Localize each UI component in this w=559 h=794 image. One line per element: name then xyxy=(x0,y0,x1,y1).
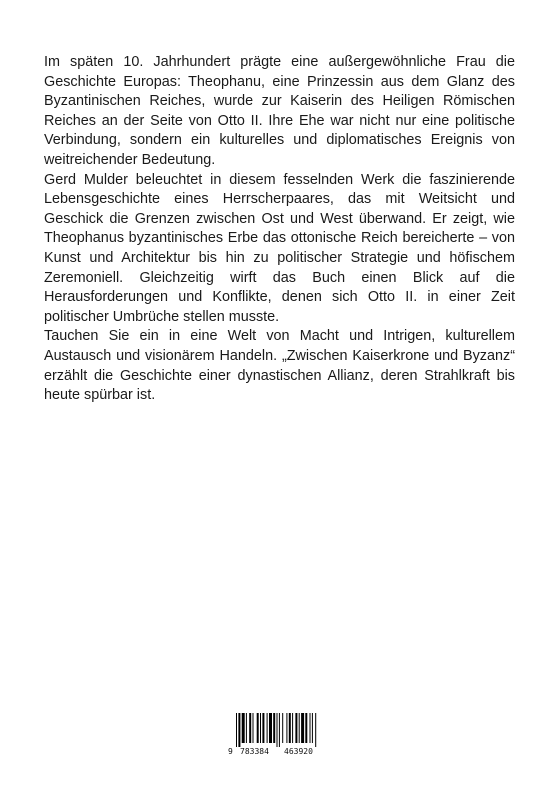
book-blurb xyxy=(44,53,515,406)
barcode-bar xyxy=(299,713,300,743)
isbn-left-group: 783384 xyxy=(240,747,269,756)
isbn-digits xyxy=(228,746,332,758)
barcode-bars xyxy=(236,713,328,747)
barcode-bar xyxy=(277,713,278,747)
barcode-bar xyxy=(249,713,251,743)
barcode-bar xyxy=(295,713,297,743)
barcode-bar xyxy=(289,713,291,743)
barcode-bar xyxy=(315,713,316,747)
barcode-bar xyxy=(238,713,240,747)
barcode-bar xyxy=(267,713,268,743)
barcode-bar xyxy=(282,713,283,743)
barcode-bar xyxy=(286,713,287,743)
isbn-lead-digit: 9 xyxy=(228,747,233,756)
barcode-bar xyxy=(273,713,275,743)
blurb-paragraph-intro: Im späten 10. Jahrhundert prägte eine außergewöhnliche Frau die Geschichte Europas: Theophanu, eine Prinzessin aus dem Glanz des Byzantinischen Reiches, wurde zur Kaiserin des Heiligen Römischen Reiches an der Seite von Otto II. Ihre Ehe war nicht nur eine politische Verbindung, sondern ein kulturelles und diplomatisches Ereignis von weitreichender Bedeutung. xyxy=(44,54,515,168)
barcode-bar xyxy=(312,713,313,743)
barcode-bar xyxy=(246,713,247,743)
barcode-bar xyxy=(310,713,311,743)
blurb-paragraph-closing: Tauchen Sie ein in eine Welt von Macht und Intrigen, kulturellem Austausch und visionärem Handeln. „Zwischen Kaiserkrone und Byzanz“ erzählt die Geschichte einer dynastischen Allianz, deren Strahlkraft bis heute spürbar ist. xyxy=(44,328,515,404)
barcode-bar xyxy=(292,713,293,743)
barcode-bar xyxy=(236,713,237,747)
barcode-bar xyxy=(262,713,264,743)
barcode-bar xyxy=(305,713,307,743)
barcode-graphic xyxy=(236,713,328,747)
barcode-bar xyxy=(260,713,261,743)
barcode-bar xyxy=(269,713,272,743)
isbn-barcode xyxy=(228,713,332,759)
barcode-bar xyxy=(253,713,254,743)
barcode-bar xyxy=(242,713,245,743)
barcode-bar xyxy=(301,713,304,743)
blurb-paragraph-author: Gerd Mulder beleuchtet in diesem fesselnden Werk die faszinierende Lebensgeschichte eines Herrscherpaares, das mit Weitsicht und Geschick die Grenzen zwischen Ost und West überwand. Er zeigt, wie Theophanus byzantinisches Erbe das ottonische Reich bereicherte – von Kunst und Architektur bis hin zu politischer Strategie und höfischem Zeremoniell. Gleichzeitig wirft das Buch einen Blick auf die Herausforderungen und Konflikte, denen sich Otto II. in einer Zeit politischer Umbrüche stellen musste. xyxy=(44,171,515,325)
barcode-bar xyxy=(279,713,280,747)
barcode-bar xyxy=(257,713,259,743)
isbn-right-group: 463920 xyxy=(284,747,313,756)
